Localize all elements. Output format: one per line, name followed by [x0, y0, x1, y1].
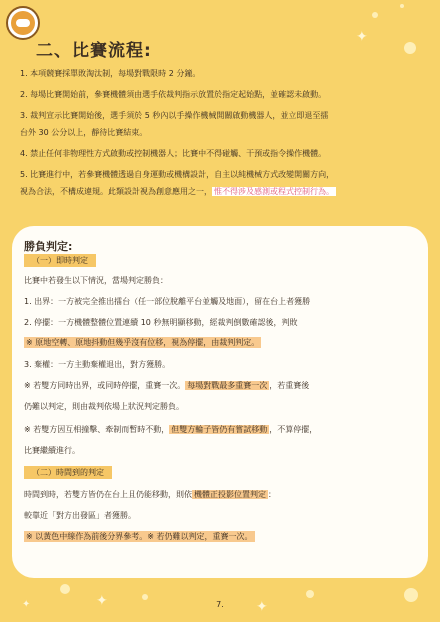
process-item-4: 4. 禁止任何非物理性方式啟動或控制機器人；比賽中不得碰觸、干預或指令操作機體。: [20, 149, 327, 158]
decor-circle: [400, 4, 404, 8]
process-item-2: 2. 每場比賽開始前，參賽機體須由選手依裁判指示放置於指定起始點，並確認未啟動。: [20, 90, 327, 99]
rule-collision-cont: 比賽繼續進行。: [24, 446, 80, 455]
page-number: 7.: [216, 600, 224, 609]
sparkle-icon: ✦: [356, 29, 368, 45]
process-item-1: 1. 本項競賽採單敗淘汰制，每場對戰限時 2 分鐘。: [20, 69, 201, 78]
rule-stall-note: ※ 原地空轉、原地抖動但幾乎沒有位移，視為停擺，由裁判判定。: [26, 338, 260, 347]
sparkle-icon: ✦: [256, 599, 268, 615]
process-item-3: 3. 裁判宣示比賽開始後，選手須於 5 秒內以手操作機械開關啟動機器人，並立即退至擂: [20, 111, 329, 120]
badge-logo: [6, 6, 40, 40]
section-tag-timeout: （二）時間到的判定: [24, 466, 112, 479]
sparkle-icon: ✦: [22, 599, 31, 610]
timeout-rule: 時間到時，若雙方皆仍在台上且仍能移動，則依 機體正投影位置判定 ：: [24, 490, 276, 499]
judging-intro: 比賽中若發生以下情況，當場判定勝負：: [24, 276, 168, 285]
judging-subtitle: 勝負判定:: [24, 240, 73, 253]
decor-circle: [372, 12, 378, 18]
timeout-rule-cont: 較靠近「對方出發區」者獲勝。: [24, 511, 136, 520]
rule-simultaneous-cont: 仍難以判定，則由裁判依場上狀況判定勝負。: [24, 402, 184, 411]
rule-forfeit: 3. 棄權：一方主動棄權退出，對方獲勝。: [24, 360, 171, 369]
rule-collision: ※ 若雙方因互相撞擊、牽制而暫時不動， 但雙方輪子皆仍有嘗試移動 ，不算停擺，: [24, 425, 318, 434]
rule-stall: 2. 停擺：一方機體整體位置連續 10 秒無明顯移動，經裁判倒數確認後，判敗: [24, 318, 298, 327]
process-item-5-cont: 視為合法，不構成違規。此類設計視為創意應用之一， 惟不得涉及感測或程式控制行為。: [20, 187, 334, 196]
section-tag-immediate: （一）即時判定: [24, 254, 96, 267]
sparkle-icon: ✦: [96, 593, 108, 609]
process-item-3-cont: 台外 30 公分以上，靜待比賽結束。: [20, 128, 148, 137]
page-title: 二、比賽流程:: [36, 41, 152, 61]
decor-circle: [404, 42, 416, 54]
process-highlight: 惟不得涉及感測或程式控制行為。: [214, 187, 334, 196]
decor-circle: [60, 584, 70, 594]
decor-circle: [306, 590, 314, 598]
process-item-5: 5. 比賽進行中，若參賽機體透過自身運動或機構設計，自主以純機械方式改變開關方向，: [20, 170, 335, 179]
rule-simultaneous: ※ 若雙方同時出界，或同時停擺，重賽一次。 每場對戰最多重賽一次 ，若重賽後: [24, 381, 310, 390]
timeout-note: ※ 以黃色中線作為前後分界參考。※ 若仍難以判定，重賽一次。: [26, 532, 253, 541]
rule-out-of-bounds: 1. 出界：一方被完全推出擂台（任一部位脫離平台並觸及地面），留在台上者獲勝: [24, 297, 311, 306]
